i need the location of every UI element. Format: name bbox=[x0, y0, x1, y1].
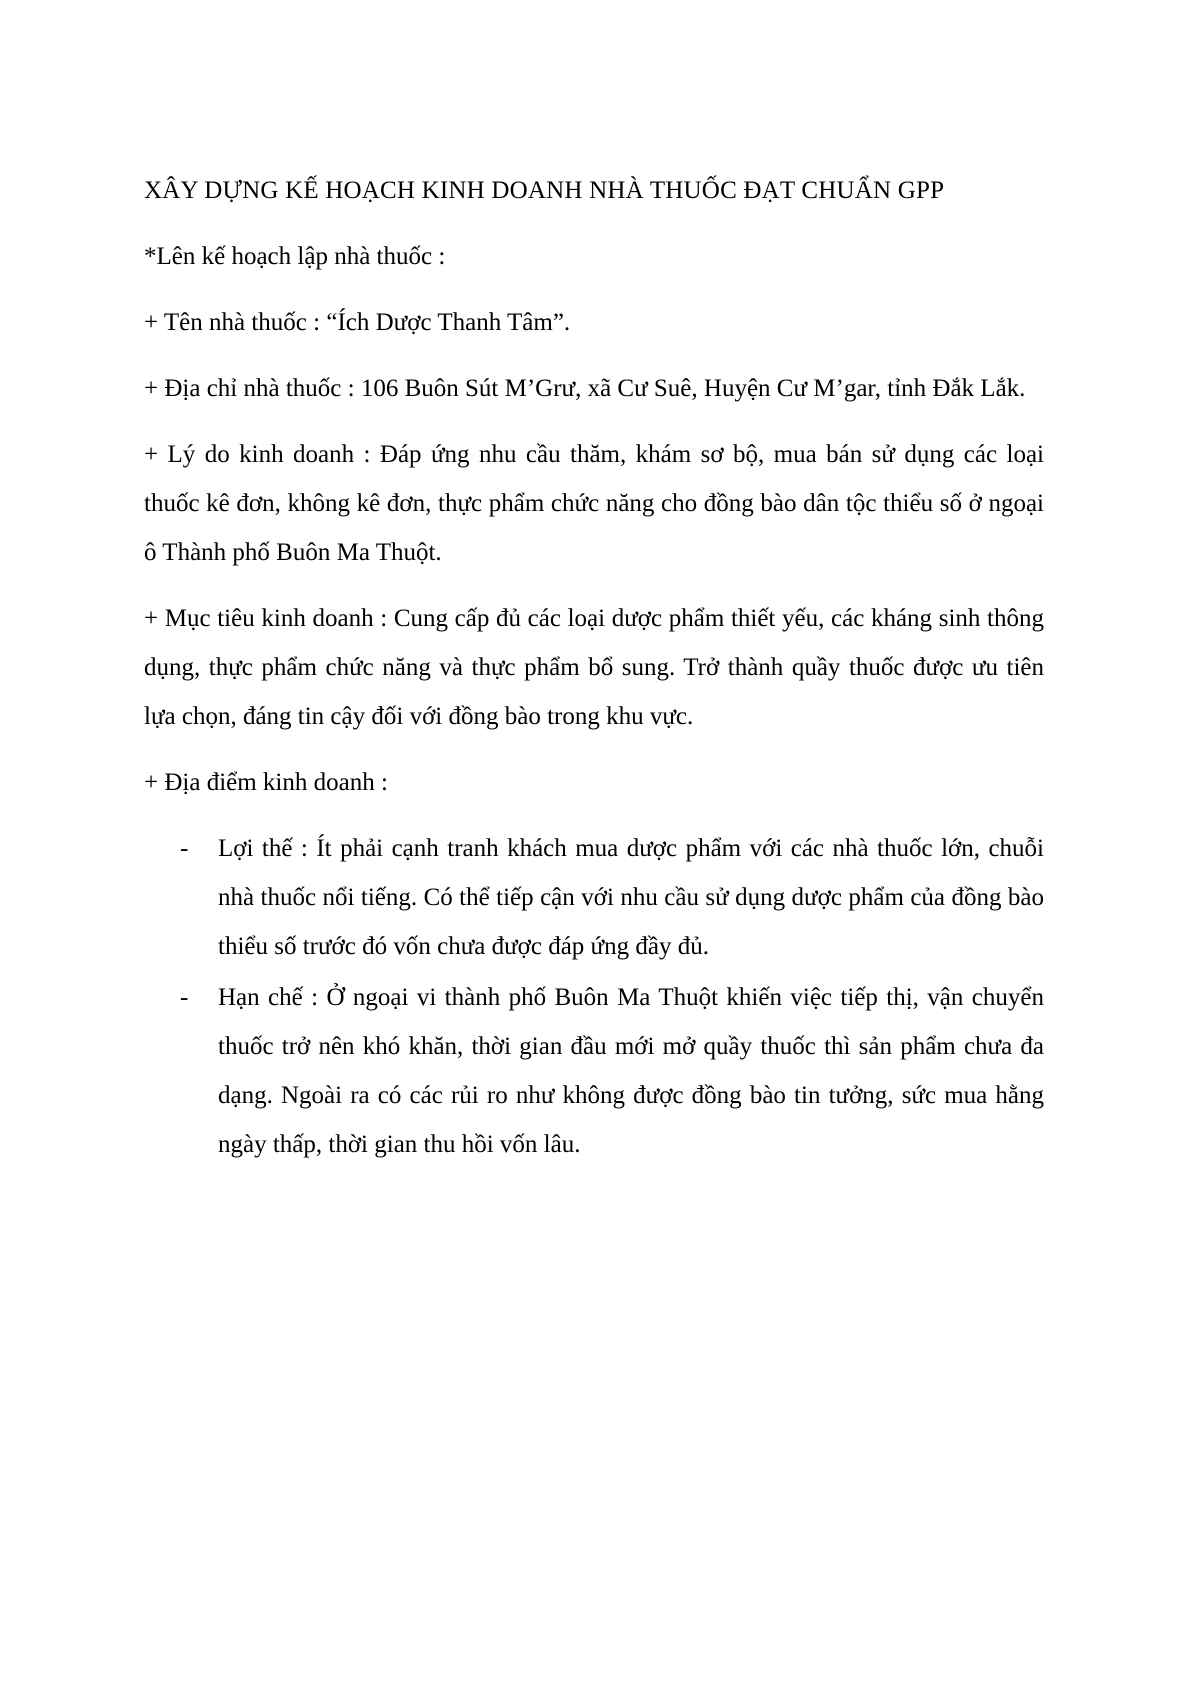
plan-heading: *Lên kế hoạch lập nhà thuốc : bbox=[144, 243, 446, 270]
document-title: XÂY DỰNG KẾ HOẠCH KINH DOANH NHÀ THUỐC ĐẠT CHUẨN GPP bbox=[144, 177, 945, 204]
business-goal-paragraph: + Mục tiêu kinh doanh : Cung cấp đủ các loại dược phẩm thiết yếu, các kháng sinh thông dụng, thực phẩm chức năng và thực phẩm bổ sung. Trở thành quầy thuốc được ưu tiên lựa chọn, đáng tin cậy đối với đồng bào trong khu vực. bbox=[144, 605, 1044, 730]
bullet-dash: - bbox=[180, 835, 189, 862]
advantage-text: Lợi thế : Ít phải cạnh tranh khách mua dược phẩm với các nhà thuốc lớn, chuỗi nhà thuốc nổi tiếng. Có thể tiếp cận với nhu cầu sử dụng dược phẩm của đồng bào thiểu số trước đó vốn chưa được đáp ứng đầy đủ. bbox=[218, 835, 1044, 960]
limitation-text: Hạn chế : Ở ngoại vi thành phố Buôn Ma Thuột khiến việc tiếp thị, vận chuyển thuốc trở nên khó khăn, thời gian đầu mới mở quầy thuốc thì sản phẩm chưa đa dạng. Ngoài ra có các rủi ro như không được đồng bào tin tưởng, sức mua hằng ngày thấp, thời gian thu hồi vốn lâu. bbox=[218, 984, 1044, 1158]
business-location-heading: + Địa điểm kinh doanh : bbox=[144, 769, 388, 796]
pharmacy-name-paragraph: + Tên nhà thuốc : “Ích Dược Thanh Tâm”. bbox=[144, 309, 571, 336]
list-item bbox=[144, 973, 1044, 1169]
pharmacy-address-paragraph: + Địa chỉ nhà thuốc : 106 Buôn Sút M’Grư, xã Cư Suê, Huyện Cư M’gar, tỉnh Đắk Lắk. bbox=[144, 375, 1026, 402]
bullet-dash: - bbox=[180, 984, 189, 1011]
business-reason-paragraph: + Lý do kinh doanh : Đáp ứng nhu cầu thăm, khám sơ bộ, mua bán sử dụng các loại thuốc kê đơn, không kê đơn, thực phẩm chức năng cho đồng bào dân tộc thiểu số ở ngoại ô Thành phố Buôn Ma Thuột. bbox=[144, 441, 1044, 566]
document-body bbox=[144, 166, 1044, 1171]
location-bullet-list bbox=[144, 824, 1044, 1169]
list-item bbox=[144, 824, 1044, 971]
